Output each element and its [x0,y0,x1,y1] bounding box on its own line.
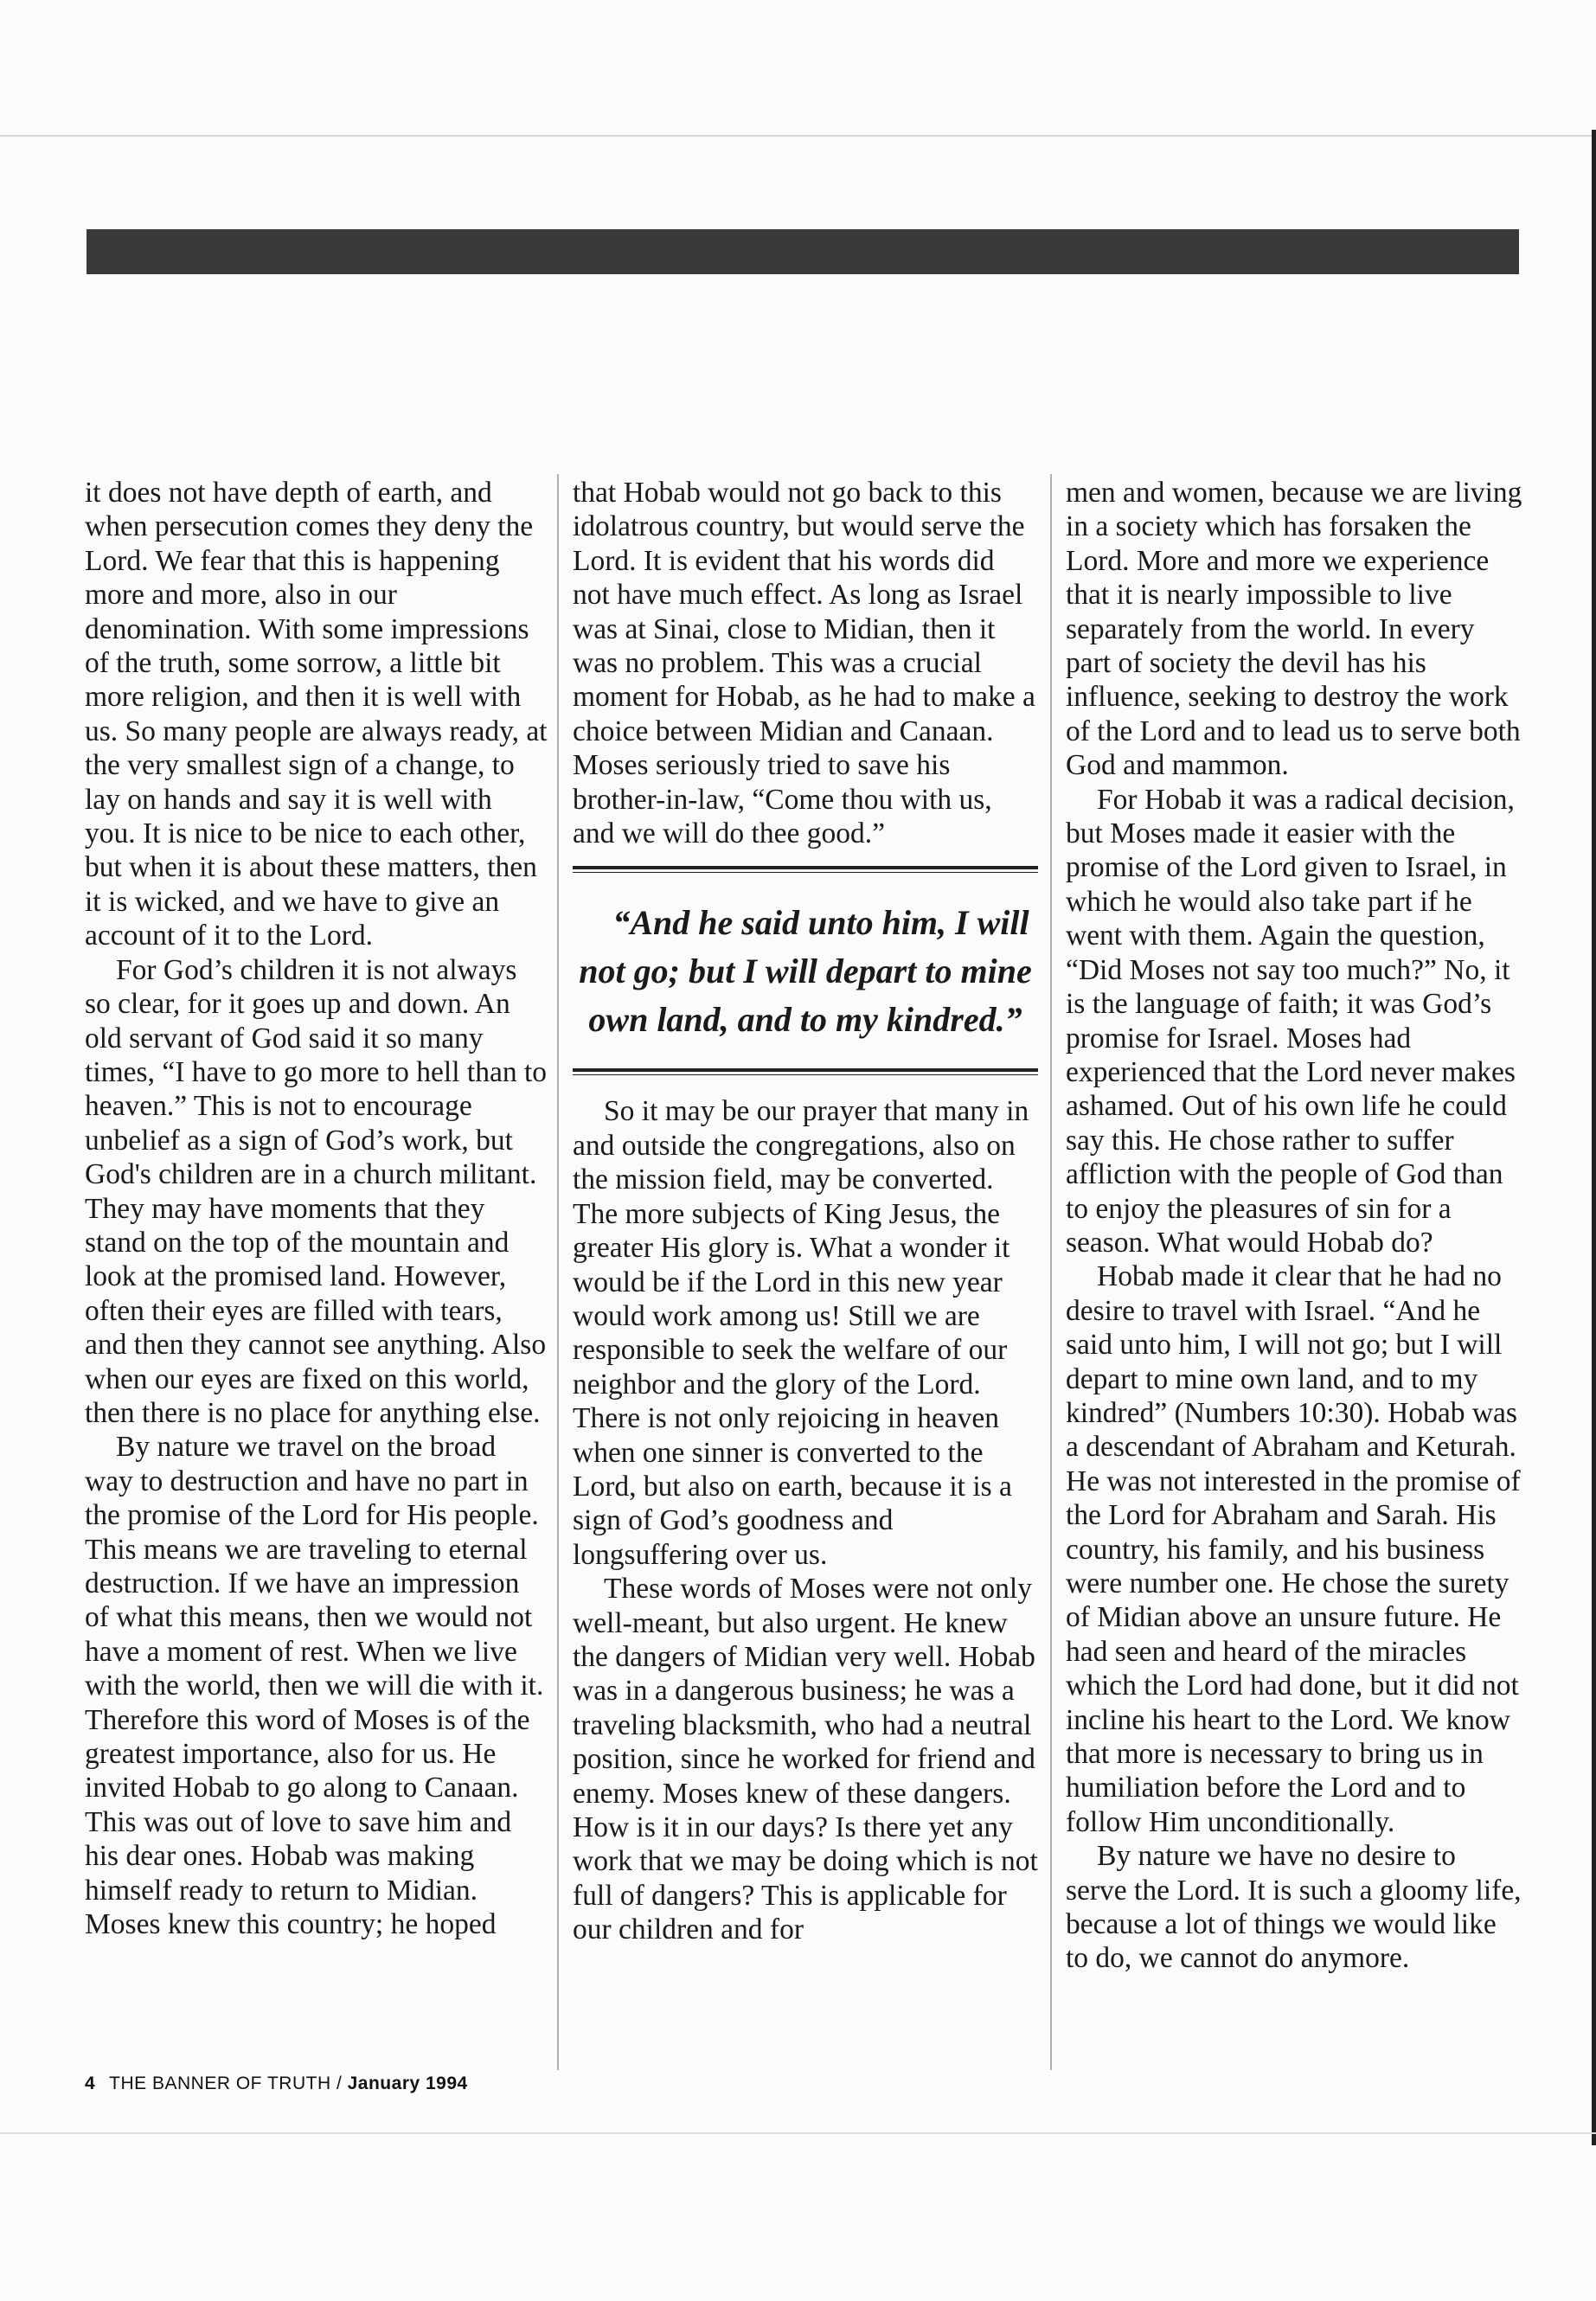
page-footer [85,2073,468,2094]
paragraph: that Hobab would not go back to this idolatrous country, but would serve the Lord. It is evident that his words did not have much effect. As long as Israel was at Sinai, close to Midian, then it was no problem. This was a crucial moment for Hobab, as he had to make a choice between Midian and Canaan. Moses seriously tried to save his brother-in-law, “Come thou with us, and we will do thee good.” [573,477,1035,850]
scan-edge-top [0,135,1596,137]
double-rule [573,1068,1038,1075]
column-1 [85,476,548,1941]
paragraph: For God’s children it is not always so clear, for it goes up and down. An old servant of God said it so many times, “I have to go more to hell than to heaven.” This is not to encourage unbelief as a sign of God’s work, but God's children are in a church militant. They may have moments that they stand on the top of the mountain and look at the promised land. However, often their eyes are filled with tears, and then they cannot see anything. Also when our eyes are fixed on this world, then there is no place for anything else. [85,953,548,1429]
pull-quote-block [573,866,1038,1075]
paragraph: By nature we have no desire to serve the Lord. It is such a gloomy life, because a lot of things we would like to do, we cannot do anymore. [1066,1840,1522,1975]
column-divider [557,474,559,2070]
scan-edge-bottom [0,2132,1596,2134]
paragraph: it does not have depth of earth, and when persecution comes they deny the Lord. We fear that this is happening more and more, also in our denomination. With some impressions of the truth, some sorrow, a little bit more religion, and then it is well with us. So many people are always ready, at the very smallest sign of a change, to lay on hands and say it is well with you. It is nice to be nice to each other, but when it is about these matters, then it is wicked, and we have to give an account of it to the Lord. [85,477,548,952]
issue-date: January 1994 [347,2073,468,2093]
page-number: 4 [85,2073,96,2093]
pull-quote: “And he said unto him, I will not go; but I will depart to mine own land, and to my kindred.” [579,903,1032,1040]
publication-name: THE BANNER OF TRUTH / [109,2073,343,2093]
paragraph: These words of Moses were not only well-meant, but also urgent. He knew the dangers of Midian very well. Hobab was in a dangerous business; he was a traveling blacksmith, who had a neutral position, since he worked for friend and enemy. Moses knew of these dangers. How is it in our days? Is there yet any work that we may be doing which is not full of dangers? This is applicable for our children and for [573,1573,1038,1946]
column-2 [573,476,1038,1947]
paragraph: So it may be our prayer that many in and outside the congregations, also on the mission field, may be converted. The more subjects of King Jesus, the greater His glory is. What a wonder it would be if the Lord in this new year would work among us! Still we are responsible to seek the welfare of our neighbor and the glory of the Lord. There is not only rejoicing in heaven when one sinner is converted to the Lord, but also on earth, because it is a sign of God’s goodness and longsuffering over us. [573,1095,1029,1571]
column-divider [1050,474,1052,2070]
paragraph: men and women, because we are living in a society which has forsaken the Lord. More and more we experience that it is nearly impossible to live separately from the world. In every part of society the devil has his influence, seeking to destroy the work of the Lord and to lead us to serve both God and mammon. [1066,477,1522,782]
paragraph: For Hobab it was a radical decision, but Moses made it easier with the promise of the Lord given to Israel, in which he would also take part if he went with them. Again the question, “Did Moses not say too much?” No, it is the language of faith; it was God’s promise for Israel. Moses had experienced that the Lord never makes ashamed. Out of his own life he could say this. He chose rather to suffer affliction with the people of God than to enjoy the pleasures of sin for a season. What would Hobab do? [1066,783,1516,1259]
scan-edge-right [1592,130,1596,2145]
paragraph: Hobab made it clear that he had no desire to travel with Israel. “And he said unto him, I will not go; but I will depart to mine own land, and to my kindred” (Numbers 10:30). Hobab was a descendant of Abraham and Keturah. He was not interested in the promise of the Lord for Abraham and Sarah. His country, his family, and his business were number one. He chose the surety of Midian above an unsure future. He had seen and heard of the miracles which the Lord had done, but it did not incline his heart to the Lord. We know that more is necessary to bring us in humiliation before the Lord and to follow Him unconditionally. [1066,1260,1521,1838]
double-rule [573,866,1038,873]
paragraph: By nature we travel on the broad way to destruction and have no part in the promise of the Lord for His people. This means we are traveling to eternal destruction. If we have an impression of what this means, then we would not have a moment of rest. When we live with the world, then we will die with it. Therefore this word of Moses is of the greatest importance, also for us. He invited Hobab to go along to Canaan. This was out of love to save him and his dear ones. Hobab was making himself ready to return to Midian. Moses knew this country; he hoped [85,1431,544,1941]
column-3 [1066,476,1522,1976]
header-bar [87,229,1519,274]
